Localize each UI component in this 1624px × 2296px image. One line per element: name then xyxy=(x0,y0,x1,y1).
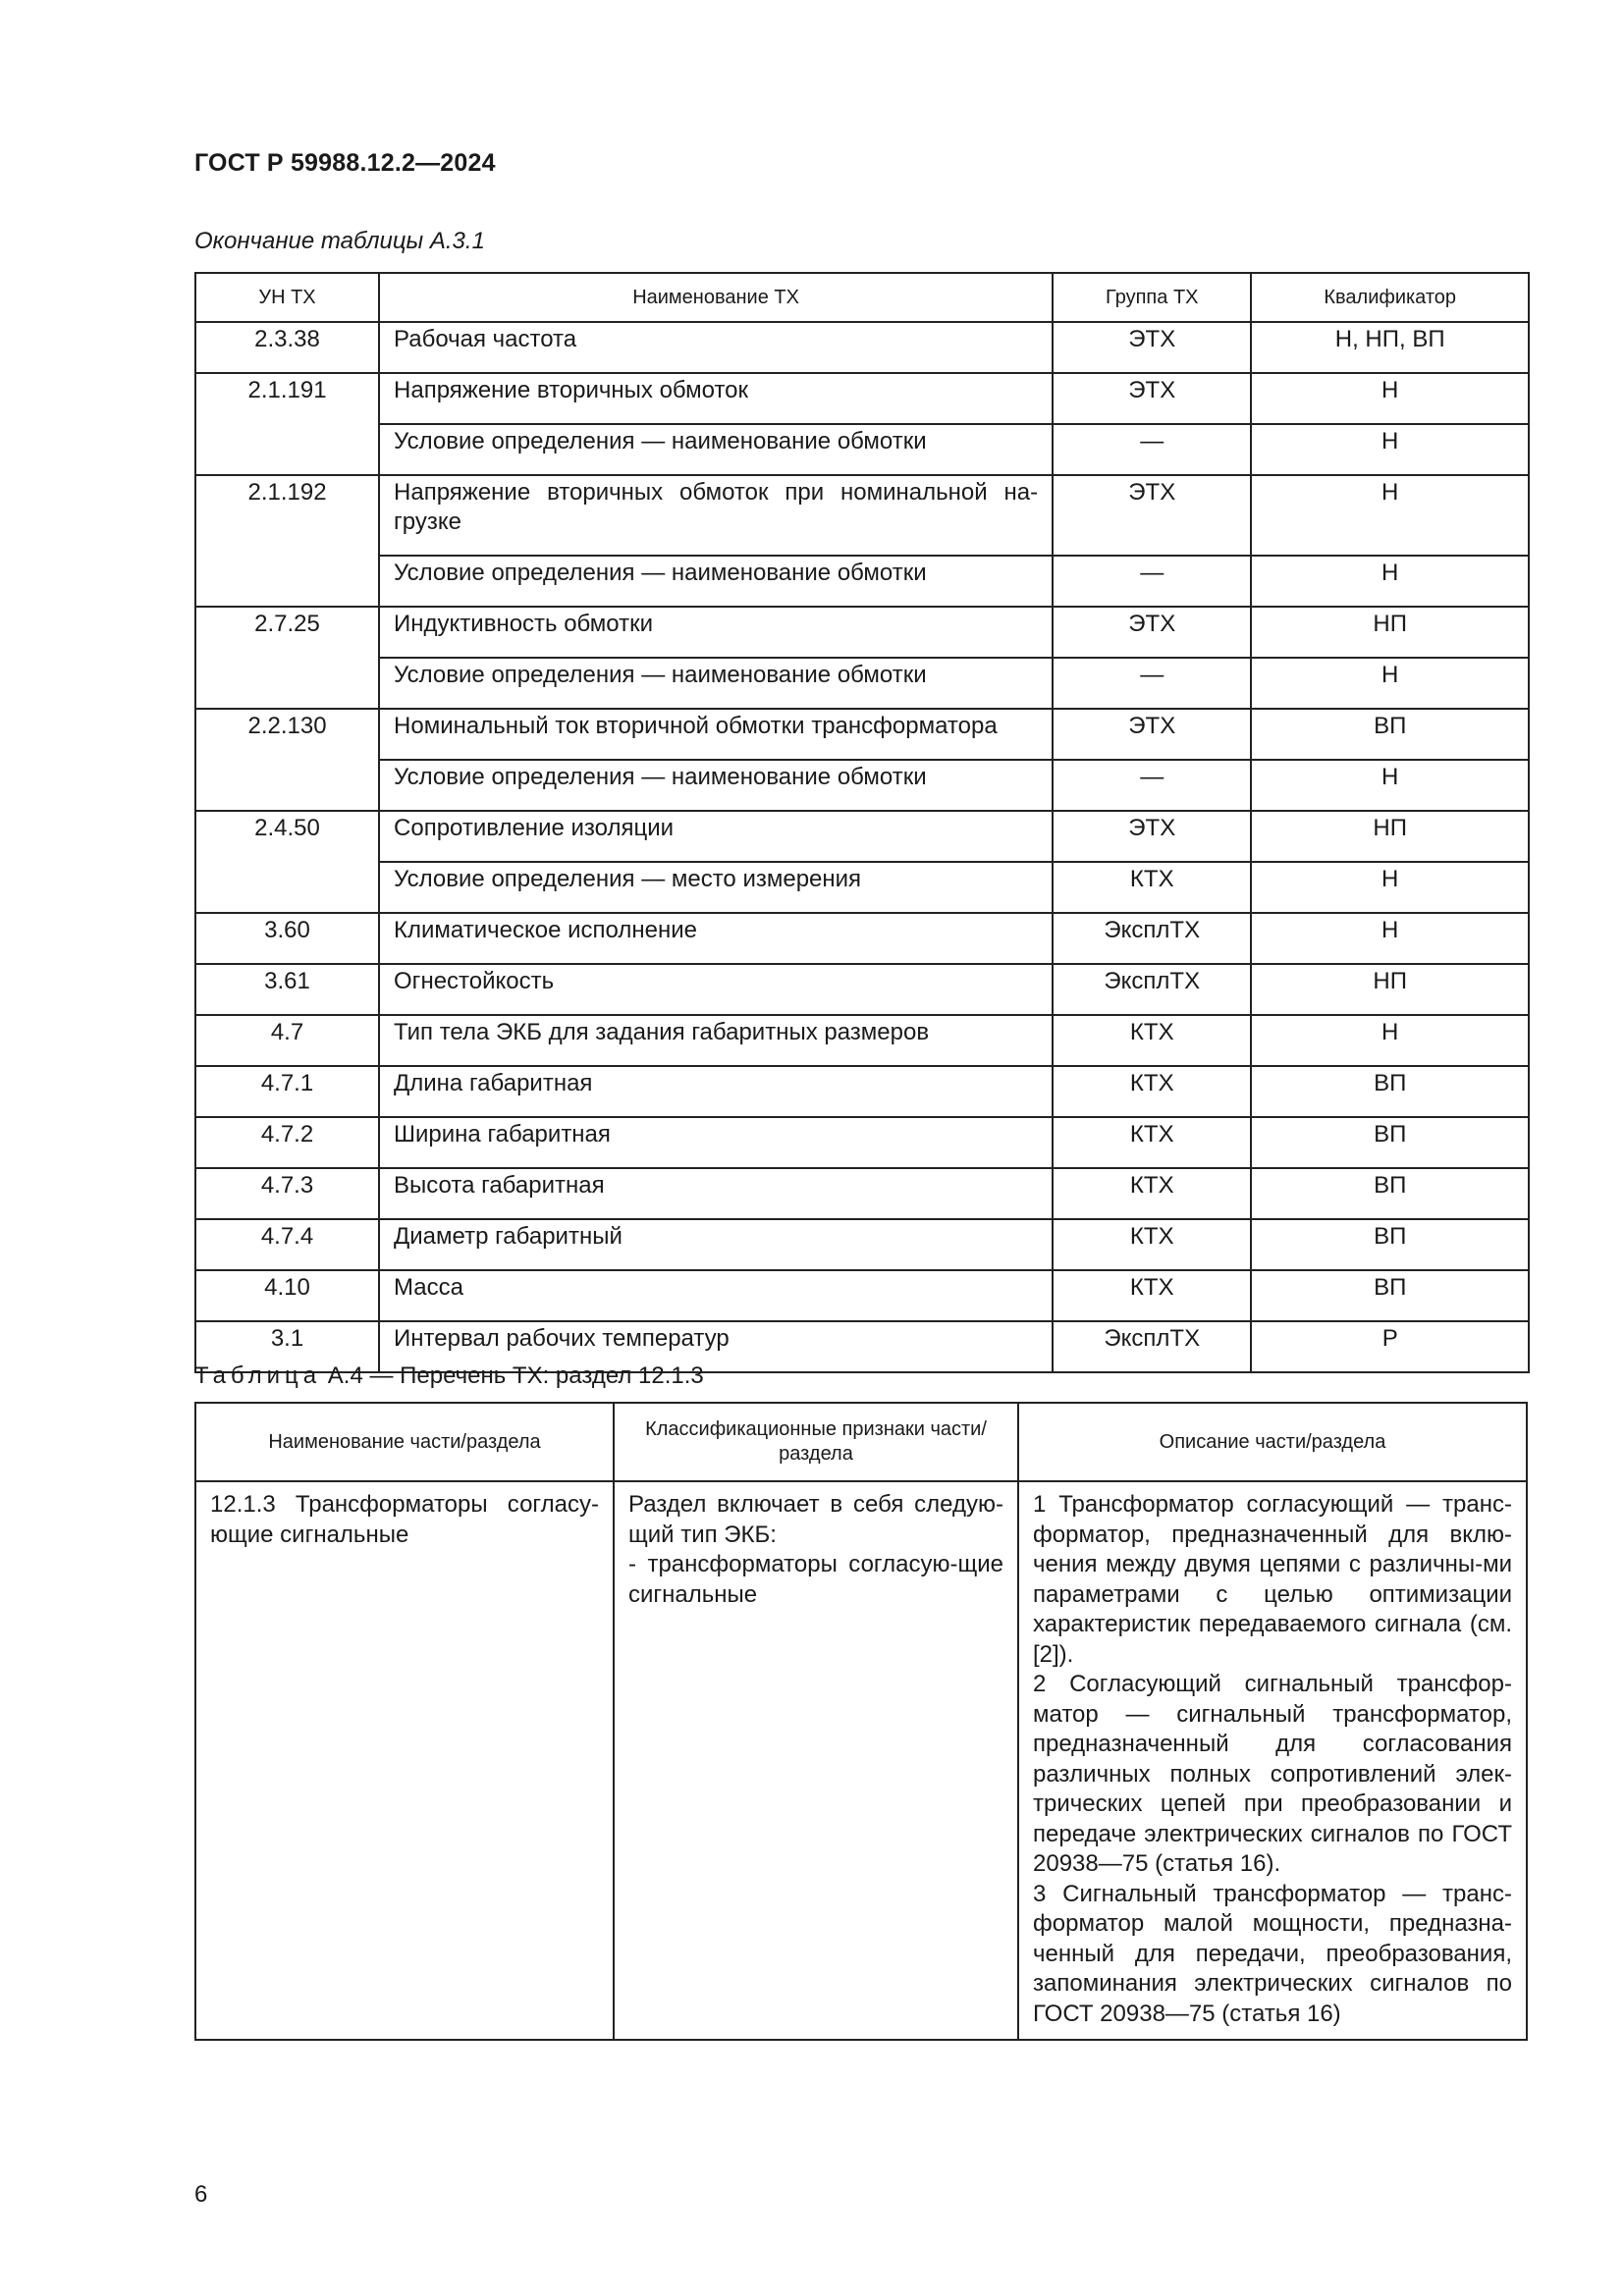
row-group: КТХ xyxy=(1053,1015,1251,1066)
row-qualifier: ВП xyxy=(1251,1066,1529,1117)
row-group: ЭксплТХ xyxy=(1053,1321,1251,1372)
table-a4 xyxy=(194,1402,1528,2041)
table-row xyxy=(195,1117,1529,1168)
row-name: Условие определения — наименование обмотки xyxy=(379,658,1053,709)
row-group: ЭксплТХ xyxy=(1053,913,1251,964)
table-row xyxy=(195,1168,1529,1219)
description-text: 1 Трансформатор согласующий — транс-форматор, предназначенный для вклю-чения между двумя цепями с различны-ми параметрами с целью оптимизации характеристик передаваемого сигнала (см. [2]). 2 Согласующий сигнальный трансфор-матор — сигнальный трансформатор, предназначенный для согласования различных полных сопротивлений элек-трических цепей при преобразовании и передаче электрических сигналов по ГОСТ 20938—75 (статья 16). 3 Сигнальный трансформатор — транс-форматор малой мощности, предназна-ченный для передачи, преобразования, запоминания электрических сигналов по ГОСТ 20938—75 (статья 16) xyxy=(1033,1491,1512,2027)
description-cell xyxy=(1018,1481,1527,2040)
row-group: ЭТХ xyxy=(1053,373,1251,424)
table2-caption-title: А.4 — Перечень ТХ: раздел 12.1.3 xyxy=(327,1362,704,1389)
page-number: 6 xyxy=(194,2181,208,2208)
table-row xyxy=(195,811,1529,862)
table-row xyxy=(195,1481,1527,2040)
row-group: ЭТХ xyxy=(1053,811,1251,862)
row-qualifier: Н xyxy=(1251,913,1529,964)
row-id: 4.7 xyxy=(195,1015,379,1066)
row-name: Высота габаритная xyxy=(379,1168,1053,1219)
document-id: ГОСТ Р 59988.12.2—2024 xyxy=(194,149,496,177)
classification-cell xyxy=(614,1481,1018,2040)
row-group: — xyxy=(1053,556,1251,607)
row-qualifier: ВП xyxy=(1251,1117,1529,1168)
row-id: 3.61 xyxy=(195,964,379,1015)
column-header-id: УН ТХ xyxy=(195,273,379,322)
row-qualifier: ВП xyxy=(1251,1270,1529,1321)
row-qualifier: Н xyxy=(1251,556,1529,607)
row-group: КТХ xyxy=(1053,1066,1251,1117)
table-row xyxy=(195,1015,1529,1066)
row-name: Интервал рабочих температур xyxy=(379,1321,1053,1372)
row-name: Тип тела ЭКБ для задания габаритных размеров xyxy=(379,1015,1053,1066)
table-header-row xyxy=(195,273,1529,322)
part-name-cell xyxy=(195,1481,614,2040)
row-qualifier: ВП xyxy=(1251,1168,1529,1219)
classification-text: Раздел включает в себя следую-щий тип ЭКБ: - трансформаторы согласую-щие сигнальные xyxy=(628,1491,1003,1608)
row-group: ЭТХ xyxy=(1053,475,1251,556)
row-qualifier: Н xyxy=(1251,373,1529,424)
row-id: 3.1 xyxy=(195,1321,379,1372)
row-id: 2.2.130 xyxy=(195,709,379,811)
row-name: Масса xyxy=(379,1270,1053,1321)
row-name: Условие определения — место измерения xyxy=(379,862,1053,913)
row-id: 2.1.192 xyxy=(195,475,379,607)
row-qualifier: Н xyxy=(1251,760,1529,811)
table-row xyxy=(195,862,1529,913)
row-group: КТХ xyxy=(1053,1117,1251,1168)
table2-caption xyxy=(194,1362,704,1390)
row-name: Ширина габаритная xyxy=(379,1117,1053,1168)
row-id: 3.60 xyxy=(195,913,379,964)
table-row xyxy=(195,1270,1529,1321)
table-row xyxy=(195,913,1529,964)
row-name: Номинальный ток вторичной обмотки трансформатора xyxy=(379,709,1053,760)
table-row xyxy=(195,709,1529,760)
row-id: 2.1.191 xyxy=(195,373,379,475)
row-qualifier: Р xyxy=(1251,1321,1529,1372)
row-qualifier: ВП xyxy=(1251,709,1529,760)
row-group: КТХ xyxy=(1053,862,1251,913)
table-row xyxy=(195,607,1529,658)
table-row xyxy=(195,1066,1529,1117)
row-group: КТХ xyxy=(1053,1270,1251,1321)
row-name: Условие определения — наименование обмотки xyxy=(379,424,1053,475)
row-id: 4.7.4 xyxy=(195,1219,379,1270)
row-qualifier: Н xyxy=(1251,424,1529,475)
row-id: 2.4.50 xyxy=(195,811,379,913)
row-group: — xyxy=(1053,658,1251,709)
row-id: 2.7.25 xyxy=(195,607,379,709)
row-name: Сопротивление изоляции xyxy=(379,811,1053,862)
row-name: Рабочая частота xyxy=(379,322,1053,373)
table-header-row xyxy=(195,1403,1527,1481)
row-group: — xyxy=(1053,760,1251,811)
table-row xyxy=(195,322,1529,373)
column-header-description: Описание части/раздела xyxy=(1018,1403,1527,1481)
row-group: ЭТХ xyxy=(1053,322,1251,373)
table-row xyxy=(195,475,1529,556)
row-qualifier: НП xyxy=(1251,607,1529,658)
row-qualifier: Н, НП, ВП xyxy=(1251,322,1529,373)
row-id: 4.7.3 xyxy=(195,1168,379,1219)
row-group: — xyxy=(1053,424,1251,475)
row-id: 4.7.2 xyxy=(195,1117,379,1168)
table-row xyxy=(195,964,1529,1015)
table-row xyxy=(195,760,1529,811)
row-id: 4.10 xyxy=(195,1270,379,1321)
column-header-name: Наименование ТХ xyxy=(379,273,1053,322)
row-qualifier: Н xyxy=(1251,475,1529,556)
row-id: 2.3.38 xyxy=(195,322,379,373)
row-name: Условие определения — наименование обмотки xyxy=(379,556,1053,607)
row-group: КТХ xyxy=(1053,1219,1251,1270)
row-name: Климатическое исполнение xyxy=(379,913,1053,964)
table-row xyxy=(195,424,1529,475)
row-name: Длина габаритная xyxy=(379,1066,1053,1117)
row-qualifier: НП xyxy=(1251,964,1529,1015)
table1-caption: Окончание таблицы А.3.1 xyxy=(194,228,485,254)
row-qualifier: НП xyxy=(1251,811,1529,862)
row-name: Огнестойкость xyxy=(379,964,1053,1015)
row-qualifier: Н xyxy=(1251,862,1529,913)
row-qualifier: Н xyxy=(1251,1015,1529,1066)
column-header-part-name: Наименование части/раздела xyxy=(195,1403,614,1481)
row-group: ЭТХ xyxy=(1053,607,1251,658)
column-header-group: Группа ТХ xyxy=(1053,273,1251,322)
row-id: 4.7.1 xyxy=(195,1066,379,1117)
row-name: Напряжение вторичных обмоток при номинальной на-грузке xyxy=(379,475,1053,556)
column-header-classification: Классификационные признаки части/раздела xyxy=(614,1403,1018,1481)
table-row xyxy=(195,373,1529,424)
row-group: ЭТХ xyxy=(1053,709,1251,760)
table2-caption-word: Таблица xyxy=(194,1362,322,1389)
row-group: ЭксплТХ xyxy=(1053,964,1251,1015)
row-qualifier: ВП xyxy=(1251,1219,1529,1270)
row-name: Диаметр габаритный xyxy=(379,1219,1053,1270)
table-row xyxy=(195,556,1529,607)
row-group: КТХ xyxy=(1053,1168,1251,1219)
row-name: Условие определения — наименование обмотки xyxy=(379,760,1053,811)
part-name-text: 12.1.3 Трансформаторы согласу-ющие сигнальные xyxy=(210,1491,599,1548)
column-header-qualifier: Квалификатор xyxy=(1251,273,1529,322)
table-row xyxy=(195,1219,1529,1270)
row-name: Индуктивность обмотки xyxy=(379,607,1053,658)
table-a31 xyxy=(194,272,1530,1373)
row-name: Напряжение вторичных обмоток xyxy=(379,373,1053,424)
row-qualifier: Н xyxy=(1251,658,1529,709)
table-row xyxy=(195,658,1529,709)
